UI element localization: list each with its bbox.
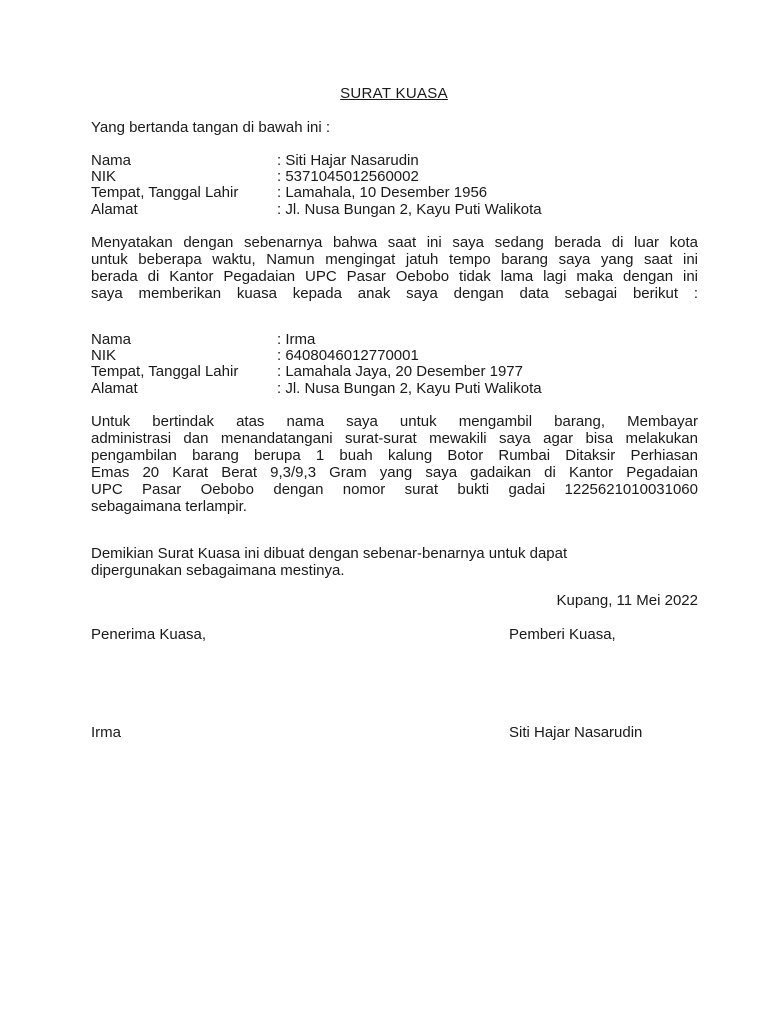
grantee-birth-row <box>91 363 711 380</box>
paragraph-line: Untuk bertindak atas nama saya untuk mengambil barang, Membayar <box>91 413 698 430</box>
paragraph-line: untuk beberapa waktu, Namun mengingat jatuh tempo barang saya yang saat ini <box>91 251 698 268</box>
field-value: : Irma <box>277 331 316 348</box>
intro-text: Yang bertanda tangan di bawah ini : <box>91 119 331 136</box>
field-value: : 5371045012560002 <box>277 168 419 185</box>
grantor-nik-row <box>91 168 711 185</box>
grantee-nik-row <box>91 347 711 364</box>
paragraph-line: berada di Kantor Pegadaian UPC Pasar Oebobo tidak lama lagi maka dengan ini <box>91 268 698 285</box>
field-label: Alamat <box>91 201 138 218</box>
field-label: Nama <box>91 152 132 169</box>
receiver-name: Irma <box>91 724 121 741</box>
field-label: Tempat, Tanggal Lahir <box>91 184 239 201</box>
grantor-address-row <box>91 201 711 218</box>
field-value: : Jl. Nusa Bungan 2, Kayu Puti Walikota <box>277 380 542 397</box>
field-value: : Lamahala Jaya, 20 Desember 1977 <box>277 363 523 380</box>
field-value: : Jl. Nusa Bungan 2, Kayu Puti Walikota <box>277 201 542 218</box>
paragraph-line: Emas 20 Karat Berat 9,3/9,3 Gram yang saya gadaikan di Kantor Pegadaian <box>91 464 698 481</box>
field-label: Tempat, Tanggal Lahir <box>91 363 239 380</box>
field-value: : Lamahala, 10 Desember 1956 <box>277 184 488 201</box>
field-label: Nama <box>91 331 132 348</box>
paragraph-line: dipergunakan sebagaimana mestinya. <box>91 562 345 579</box>
paragraph-line: sebagaimana terlampir. <box>91 498 247 515</box>
field-label: NIK <box>91 168 117 185</box>
grantor-name-row <box>91 152 711 169</box>
giver-role: Pemberi Kuasa, <box>509 626 616 643</box>
field-value: : 6408046012770001 <box>277 347 419 364</box>
giver-name: Siti Hajar Nasarudin <box>509 724 643 741</box>
paragraph-line: saya memberikan kuasa kepada anak saya dengan data sebagai berikut : <box>91 285 698 302</box>
paragraph-line: Demikian Surat Kuasa ini dibuat dengan sebenar-benarnya untuk dapat <box>91 545 568 562</box>
grantee-name-row <box>91 331 711 348</box>
field-value: : Siti Hajar Nasarudin <box>277 152 419 169</box>
paragraph-line: administrasi dan menandatangani surat-surat mewakili saya agar bisa melakukan <box>91 430 698 447</box>
field-label: Alamat <box>91 380 138 397</box>
document-title: SURAT KUASA <box>340 85 448 102</box>
receiver-role: Penerima Kuasa, <box>91 626 207 643</box>
purpose-paragraph <box>91 413 698 515</box>
closing-paragraph <box>91 545 698 579</box>
grantee-address-row <box>91 380 711 397</box>
paragraph-line: pengambilan barang berupa 1 buah kalung Botor Rumbai Ditaksir Perhiasan <box>91 447 698 464</box>
field-label: NIK <box>91 347 117 364</box>
paragraph-line: Menyatakan dengan sebenarnya bahwa saat ini saya sedang berada di luar kota <box>91 234 698 251</box>
place-date: Kupang, 11 Mei 2022 <box>556 592 698 609</box>
statement-paragraph <box>91 234 698 302</box>
grantor-birth-row <box>91 184 711 201</box>
paragraph-line: UPC Pasar Oebobo dengan nomor surat bukti gadai 1225621010031060 <box>91 481 698 498</box>
